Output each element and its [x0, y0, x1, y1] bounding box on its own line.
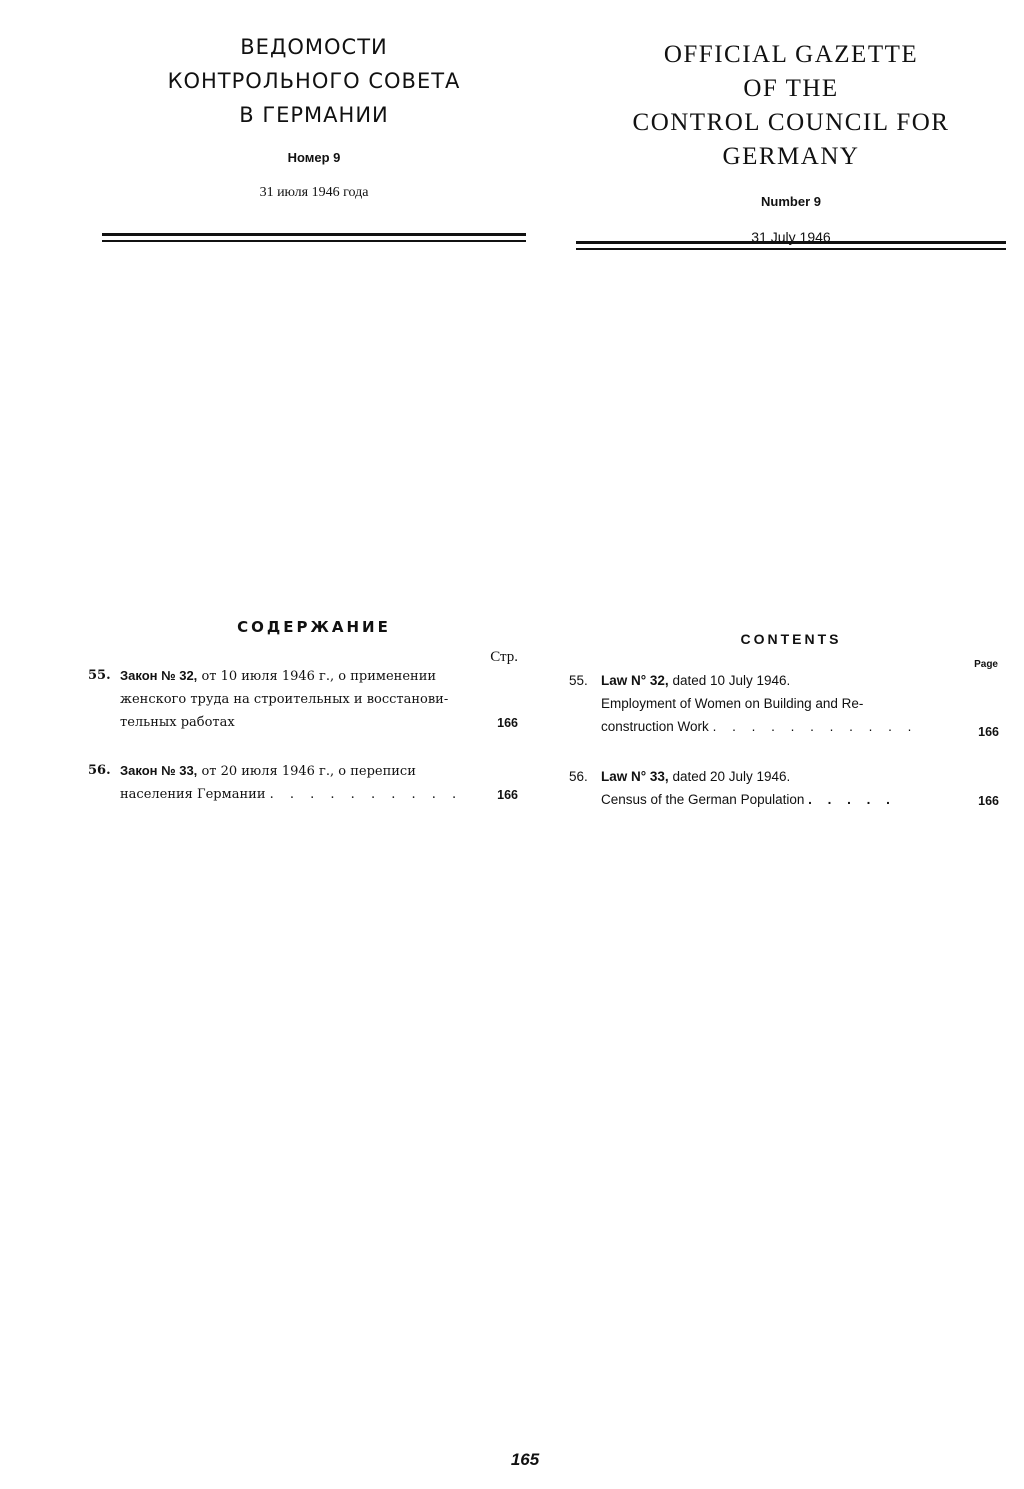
en-entry-line3: construction Work [601, 719, 709, 734]
ru-entry-law: Закон № 32, [120, 668, 198, 683]
ru-entry-number: 56. [88, 763, 111, 778]
ru-issue-date: 31 июля 1946 года [259, 185, 369, 200]
ru-entry-leader-dots: . . . . . . . . . . [269, 787, 463, 802]
en-entry-line1: dated 10 July 1946. [672, 673, 791, 688]
ru-entry-page: 166 [497, 716, 518, 730]
ru-entry-text [120, 759, 488, 806]
ru-issue-number: Номер 9 [287, 150, 341, 165]
en-entry-line1: dated 20 July 1946. [672, 769, 791, 784]
ru-double-rule [102, 233, 526, 242]
ru-page-column-label: Стр. [490, 649, 518, 665]
en-entry-number: 55. [569, 673, 588, 688]
ru-entry-line3: тельных работах [120, 715, 235, 730]
ru-contents-heading: СОДЕРЖАНИЕ [237, 618, 391, 636]
ru-title-line2: КОНТРОЛЬНОГО СОВЕТА [167, 69, 461, 93]
ru-entry-page: 166 [497, 788, 518, 802]
ru-entry-line2: женского труда на строительных и восстанови- [120, 692, 449, 707]
page-number: 165 [510, 1450, 540, 1469]
en-issue-date: 31 July 1946 [751, 229, 831, 245]
en-issue-number: Number 9 [761, 194, 821, 209]
ru-entry-line1: от 20 июля 1946 г., о переписи [201, 764, 416, 779]
ru-masthead [100, 30, 528, 201]
en-entry-text [601, 669, 961, 738]
en-contents-entry-55[interactable] [569, 669, 999, 739]
en-contents-heading: CONTENTS [740, 631, 842, 647]
ru-entry-line1: от 10 июля 1946 г., о применении [201, 669, 437, 684]
en-double-rule [576, 241, 1006, 250]
en-entry-number: 56. [569, 769, 588, 784]
ru-entry-law: Закон № 33, [120, 763, 198, 778]
ru-title-line3: В ГЕРМАНИИ [239, 103, 389, 127]
en-entry-leader-dots: . . . . . . . . . . . [712, 719, 918, 734]
ru-entry-line2: населения Германии [120, 787, 266, 802]
en-entry-text [601, 765, 961, 811]
ru-contents-entry-56[interactable] [88, 759, 518, 809]
en-masthead [575, 38, 1007, 245]
en-entry-page: 166 [978, 725, 999, 739]
en-entry-law: Law N° 33, [601, 769, 669, 784]
en-entry-line2: Census of the German Population [601, 792, 805, 807]
ru-title-line1: ВЕДОМОСТИ [240, 35, 388, 59]
en-entry-line2: Employment of Women on Building and Re- [601, 696, 864, 711]
en-entry-law: Law N° 32, [601, 673, 669, 688]
en-entry-leader-dots: . . . . . [808, 792, 896, 807]
en-title-line2: OF THE [743, 75, 839, 102]
en-entry-page: 166 [978, 794, 999, 808]
ru-entry-number: 55. [88, 668, 111, 683]
ru-contents-entry-55[interactable] [88, 664, 518, 734]
en-contents-entry-56[interactable] [569, 765, 999, 815]
en-page-column-label: Page [974, 659, 998, 670]
ru-entry-text [120, 664, 488, 734]
en-title-line3: CONTROL COUNCIL FOR GERMANY [632, 109, 950, 170]
en-title-line1: OFFICIAL GAZETTE [663, 41, 919, 68]
